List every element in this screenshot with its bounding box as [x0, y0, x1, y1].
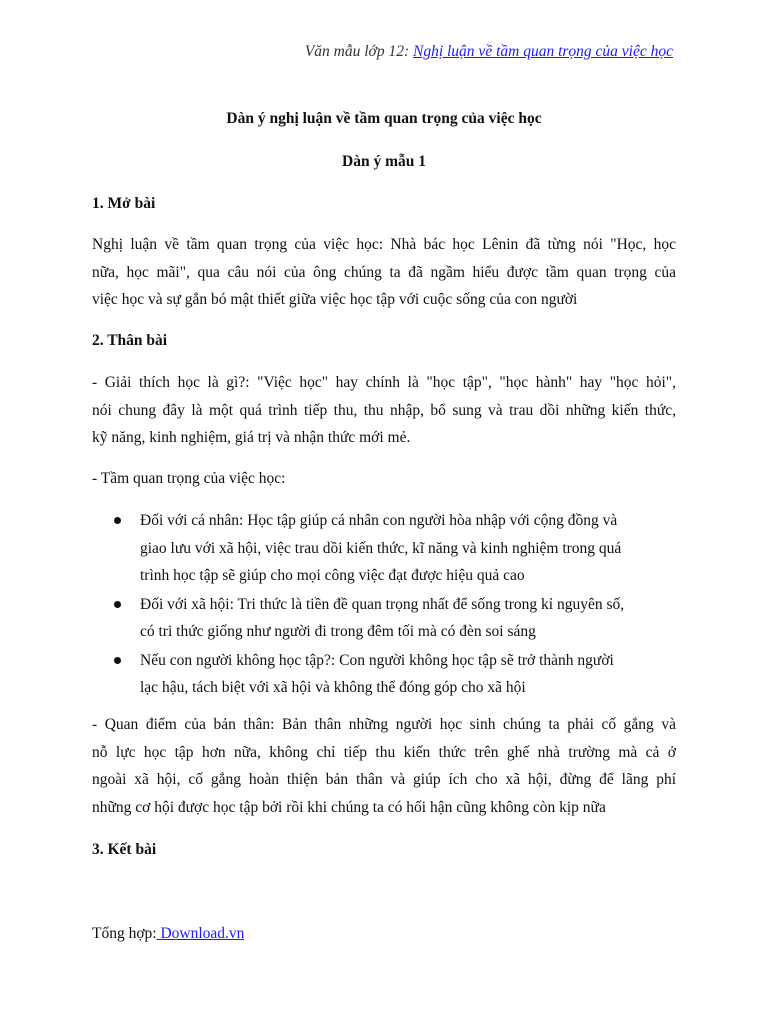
footer-download-link[interactable]: Download.vn [156, 925, 245, 942]
page-header [0, 43, 673, 61]
list-item [92, 647, 676, 702]
bullet-line: có tri thức giống như người đi trong đêm tối mà có đèn soi sáng [140, 623, 536, 640]
document-subtitle: Dàn ý mẫu 1 [342, 153, 426, 170]
bullet-line: giao lưu với xã hội, việc trau dồi kiến thức, kĩ năng và kinh nghiệm trong quá [140, 539, 622, 557]
quan-diem-paragraph [92, 711, 676, 821]
paragraph-line: - Quan điểm của bản thân: Bản thân những người học sinh chúng ta phải cố gắng và [92, 716, 676, 733]
paragraph-line: nói chung đây là một quá trình tiếp thu, thu nhập, bổ sung và trau dồi những kiến thức, [92, 401, 676, 419]
paragraph-line: nữa, học mãi", qua câu nói của ông chúng ta đã ngầm hiểu được tầm quan trọng của [92, 263, 676, 281]
paragraph-line: kỹ năng, kinh nghiệm, giá trị và nhận thức mới mẻ. [92, 429, 411, 446]
paragraph-line: Nghị luận về tầm quan trọng của việc học: Nhà bác học Lênin đã từng nói "Học, học [92, 236, 676, 253]
bullet-line: Đối với xã hội: Tri thức là tiền đề quan trọng nhất để sống trong kỉ nguyên số, [140, 595, 625, 613]
section-heading-than-bai: 2. Thân bài [92, 332, 168, 349]
page-footer [92, 925, 244, 943]
bullet-line: trình học tập sẽ giúp cho mọi công việc đạt được hiệu quả cao [140, 567, 525, 584]
list-item [92, 507, 676, 590]
paragraph-line: - Giải thích học là gì?: "Việc học" hay chính là "học tập", "học hành" hay "học hỏi", [92, 374, 676, 391]
paragraph-line: những cơ hội được học tập bởi rồi khi chúng ta có hối hận cũng không còn kịp nữa [92, 798, 606, 816]
footer-prefix: Tổng hợp: [92, 925, 157, 942]
header-prefix: Văn mẫu lớp 12: [304, 43, 413, 60]
list-item [92, 591, 676, 646]
paragraph-line: nỗ lực học tập hơn nữa, không chỉ tiếp thu kiến thức trên ghế nhà trường mà cả ở [92, 743, 676, 761]
paragraph-line: việc học và sự gắn bó mật thiết giữa việc học tập với cuộc sống của con người [92, 291, 578, 308]
tam-quan-trong-line [92, 465, 676, 493]
bullet-dot-icon [114, 601, 121, 608]
bullet-dot-icon [114, 517, 121, 524]
importance-bullet-list [92, 507, 676, 703]
bullet-dot-icon [114, 657, 121, 664]
bullet-line: Đối với cá nhân: Học tập giúp cá nhân con người hòa nhập với cộng đồng và [140, 512, 618, 529]
document-title: Dàn ý nghị luận về tầm quan trọng của việc học [226, 110, 542, 127]
mo-bai-paragraph [92, 231, 676, 314]
giai-thich-paragraph [92, 369, 676, 452]
bullet-line: Nếu con người không học tập?: Con người không học tập sẽ trở thành người [140, 651, 614, 669]
header-article-link[interactable]: Nghị luận về tầm quan trọng của việc học [412, 43, 673, 60]
bullet-line: lạc hậu, tách biệt với xã hội và không thể đóng góp cho xã hội [140, 679, 526, 696]
section-heading-mo-bai: 1. Mở bài [92, 195, 156, 212]
section-heading-ket-bai: 3. Kết bài [92, 841, 157, 858]
paragraph-line: ngoài xã hội, cố gắng hoàn thiện bản thân và giúp ích cho xã hội, đừng để lãng phí [92, 771, 676, 788]
paragraph-line: - Tầm quan trọng của việc học: [92, 470, 286, 487]
